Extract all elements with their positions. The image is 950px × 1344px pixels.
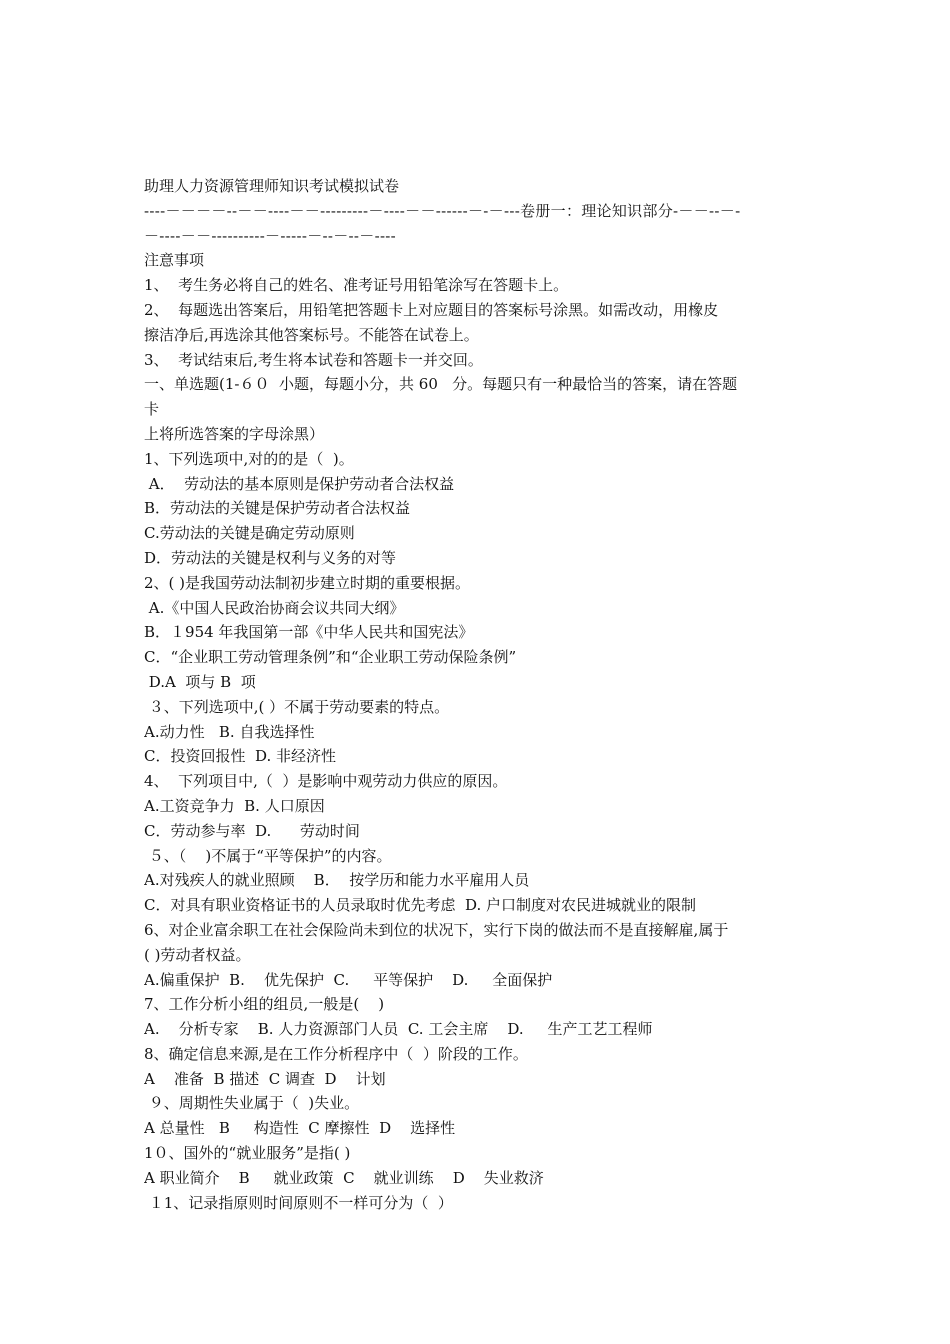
divider-line: ----－－－－--－－----－－---------－----－－------－-－---卷册一：理论知识部分-－－--－- (144, 201, 741, 220)
question-2-option-d: D.A 项与 B 项 (144, 672, 256, 691)
divider-line: －----－－----------－-----－--－--－---- (144, 226, 397, 245)
question-1-option-a: A． 劳动法的基本原则是保护劳动者合法权益 (144, 474, 455, 493)
question-5-options-cd: C．对具有职业资格证书的人员录取时优先考虑 D. 户口制度对农民进城就业的限制 (144, 896, 697, 915)
notice-heading: 注意事项 (144, 251, 205, 270)
document-title: 助理人力资源管理师知识考试模拟试卷 (144, 177, 400, 195)
question-11: １1、记录指原则时间原则不一样可分为（ ） (144, 1193, 453, 1212)
notice-item: 2、 每题选出答案后，用铅笔把答题卡上对应题目的答案标号涂黑。如需改动，用橡皮 (144, 300, 719, 319)
question-5-options-ab: A.对残疾人的就业照顾 B． 按学历和能力水平雇用人员 (144, 871, 530, 890)
question-2-option-a: A.《中国人民政治协商会议共同大纲》 (144, 598, 405, 617)
question-2-option-b: B．１954 年我国第一部《中华人民共和国宪法》 (144, 623, 474, 642)
notice-item: 3、 考试结束后,考生将本试卷和答题卡一并交回。 (144, 350, 483, 369)
question-2: 2、( )是我国劳动法制初步建立时期的重要根据。 (144, 573, 471, 592)
question-5: ５、（ )不属于“平等保护”的内容。 (144, 846, 392, 865)
question-8-options: A 准备 B 描述 C 调查 D 计划 (144, 1069, 386, 1088)
question-10: 1０、国外的“就业服务”是指( ) (144, 1144, 351, 1163)
question-7: 7、工作分析小组的组员,一般是( ) (144, 995, 385, 1014)
question-3: ３、下列选项中,( ）不属于劳动要素的特点。 (144, 697, 450, 716)
question-3-options-ab: A.动力性 B. 自我选择性 (144, 722, 315, 741)
question-10-options: A 职业简介 B 就业政策 C 就业训练 D 失业救济 (144, 1168, 544, 1187)
question-7-options: A. 分析专家 B. 人力资源部门人员 C. 工会主席 D. 生产工艺工程师 (144, 1020, 653, 1039)
question-8: 8、确定信息来源,是在工作分析程序中（ ）阶段的工作。 (144, 1044, 528, 1063)
section-heading: 一、单选题(1-６０ 小题，每题小分，共 60 分。每题只有一种最恰当的答案，请在答题 (144, 375, 738, 394)
notice-item-continued: 擦洁净后,再选涂其他答案标号。不能答在试卷上。 (144, 325, 479, 344)
question-1-option-b: B．劳动法的关键是保护劳动者合法权益 (144, 499, 411, 518)
question-6-continued: ( )劳动者权益。 (144, 945, 251, 964)
question-1: 1、下列选项中,对的的是（ )。 (144, 449, 354, 468)
question-6-options: A.偏重保护 B. 优先保护 C. 平等保护 D. 全面保护 (144, 970, 553, 989)
question-6: 6、对企业富余职工在社会保险尚未到位的状况下，实行下岗的做法而不是直接解雇,属于 (144, 920, 729, 939)
question-9: ９、周期性失业属于（ )失业。 (144, 1094, 360, 1113)
question-1-option-d: D．劳动法的关键是权利与义务的对等 (144, 548, 397, 567)
exam-document (144, 174, 814, 1215)
question-1-option-c: C.劳动法的关键是确定劳动原则 (144, 524, 355, 543)
question-4: 4、 下列项目中,（ ）是影响中观劳动力供应的原因。 (144, 772, 508, 791)
section-heading-continued: 卡 (144, 400, 160, 419)
notice-item: 1、 考生务必将自己的姓名、准考证号用铅笔涂写在答题卡上。 (144, 276, 569, 295)
question-4-options-ab: A.工资竞争力 B. 人口原因 (144, 796, 325, 815)
question-9-options: A 总量性 B 构造性 C 摩擦性 D 选择性 (144, 1119, 456, 1138)
section-heading-continued: 上将所选答案的字母涂黑） (144, 424, 325, 443)
question-3-options-cd: C．投资回报性 D. 非经济性 (144, 747, 337, 766)
question-4-options-cd: C．劳动参与率 D. 劳动时间 (144, 821, 360, 840)
question-2-option-c: C．“企业职工劳动管理条例”和“企业职工劳动保险条例” (144, 648, 517, 667)
